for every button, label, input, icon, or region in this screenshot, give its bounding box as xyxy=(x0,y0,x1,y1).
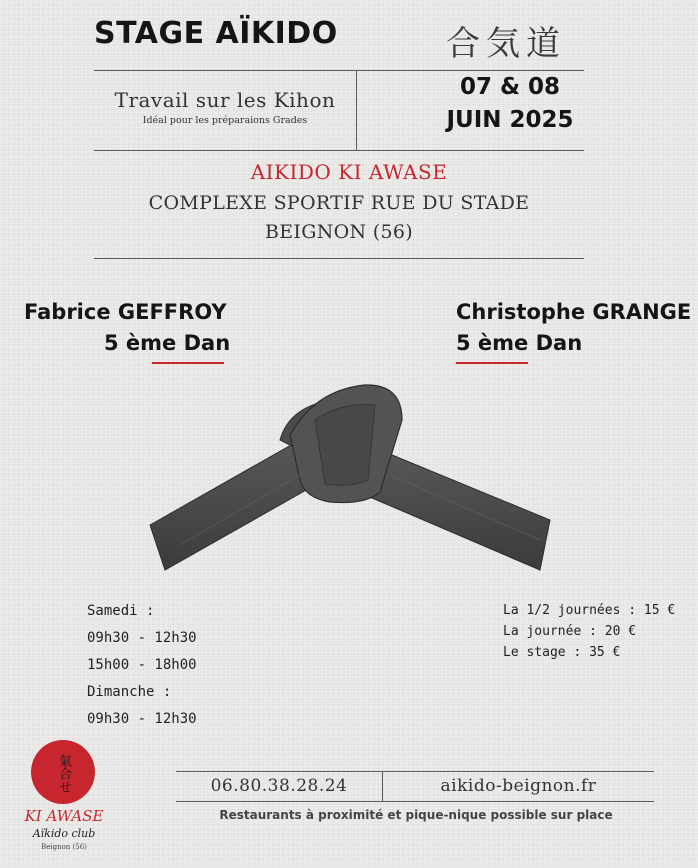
event-title: STAGE AÏKIDO xyxy=(94,16,338,51)
stage-subtitle-note: Idéal pour les préparaions Grades xyxy=(142,115,308,126)
schedule-sunday-label: Dimanche : xyxy=(87,684,172,700)
event-date-days: 07 & 08 xyxy=(459,74,561,100)
price-full-day: La journée : 20 € xyxy=(503,624,637,639)
price-half-day: La 1/2 journées : 15 € xyxy=(503,603,676,618)
contact-divider-top xyxy=(176,771,654,772)
schedule-saturday-morning: 09h30 - 12h30 xyxy=(87,630,197,646)
venue-divider xyxy=(94,258,584,259)
logo-tagline: Aïkido club xyxy=(32,827,96,840)
club-logo xyxy=(31,740,95,804)
teacher-2-name: Christophe GRANGE xyxy=(456,300,692,324)
schedule-saturday-afternoon: 15h00 - 18h00 xyxy=(87,657,197,673)
logo-place: Beignon (56) xyxy=(41,843,87,851)
schedule-sunday-morning: 09h30 - 12h30 xyxy=(87,711,197,727)
contact-divider-bottom xyxy=(176,801,654,802)
schedule-saturday-label: Samedi : xyxy=(87,603,155,619)
teacher-1-name: Fabrice GEFFROY xyxy=(24,300,227,324)
logo-kanji: 氣合せ xyxy=(56,753,71,793)
teacher-2-grade: 5 ème Dan xyxy=(456,331,583,355)
price-stage: Le stage : 35 € xyxy=(503,645,621,660)
club-name: AIKIDO KI AWASE xyxy=(250,160,448,184)
contact-phone[interactable]: 06.80.38.28.24 xyxy=(210,776,348,796)
venue-address: COMPLEXE SPORTIF RUE DU STADE xyxy=(148,192,530,214)
stage-subtitle: Travail sur les Kihon xyxy=(114,88,336,112)
footer-note: Restaurants à proximité et pique-nique possible sur place xyxy=(219,808,613,822)
header-divider-top xyxy=(94,70,584,71)
aikido-kanji: 合気道 xyxy=(446,24,566,64)
logo-name: KI AWASE xyxy=(24,807,104,825)
teacher-1-underline xyxy=(152,362,224,364)
header-divider-vertical xyxy=(356,70,357,150)
contact-website[interactable]: aikido-beignon.fr xyxy=(440,776,597,796)
event-date-month: JUIN 2025 xyxy=(446,107,574,133)
teacher-2-underline xyxy=(456,362,528,364)
venue-city: BEIGNON (56) xyxy=(265,221,413,243)
teacher-1-grade: 5 ème Dan xyxy=(104,331,231,355)
header-divider-bottom xyxy=(94,150,584,151)
black-belt-illustration xyxy=(140,380,560,590)
